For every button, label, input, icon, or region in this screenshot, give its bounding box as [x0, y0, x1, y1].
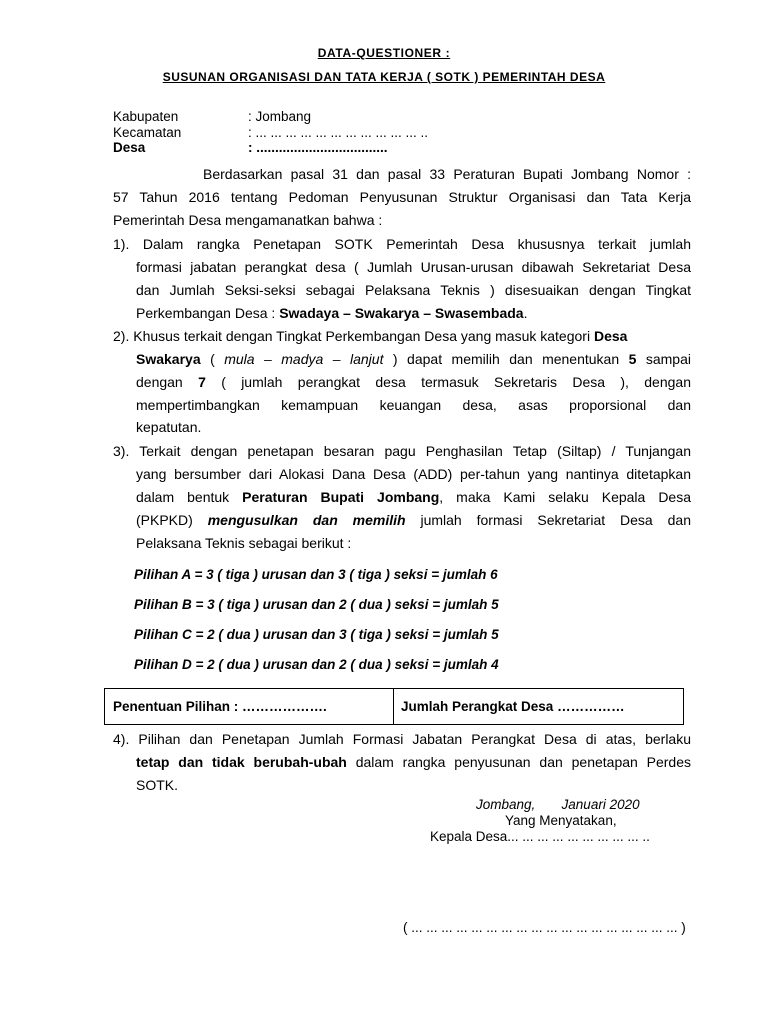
point3-line-2: yang bersumber dari Alokasi Dana Desa (ADD) per-tahun yang nantinya ditetapkan: [136, 466, 691, 482]
point1-line-4-text: Perkembangan Desa :: [136, 305, 280, 321]
point2-line-2-b: ) dapat memilih dan menentukan: [383, 351, 629, 367]
point4-line-1: 4). Pilihan dan Penetapan Jumlah Formasi Jabatan Perangkat Desa di atas, berlaku: [113, 731, 691, 747]
point2-line-3: [136, 374, 691, 390]
intro-line-3: Pemerintah Desa mengamanatkan bahwa :: [113, 212, 383, 228]
document-title: DATA-QUESTIONER :: [317, 46, 451, 60]
min-count: 5: [628, 351, 637, 367]
village-head-label: Kepala Desa... ... ... ... ... ... ... ... ... ..: [430, 829, 650, 844]
point3-line-4-a: (PKPKD): [136, 512, 208, 528]
propose-choose: mengusulkan dan memilih: [207, 512, 406, 528]
point1-line-4: [136, 305, 527, 321]
point3-line-5: Pelaksana Teknis sebagai berikut :: [136, 535, 352, 551]
value-kabupaten: : Jombang: [248, 109, 312, 124]
label-kabupaten: Kabupaten: [113, 109, 179, 124]
point3-line-3-a: dalam bentuk: [136, 489, 243, 505]
declarant-label: Yang Menyatakan,: [505, 813, 617, 828]
label-kecamatan: Kecamatan: [113, 125, 182, 140]
point2-line-2-c: sampai: [636, 351, 691, 367]
max-count: 7: [198, 374, 206, 390]
intro-line-2: 57 Tahun 2016 tentang Pedoman Penyusunan Struktur Organisasi dan Tata Kerja: [113, 189, 691, 205]
choice-field[interactable]: Penentuan Pilihan : ……………….: [113, 699, 327, 714]
point2-line-4: mempertimbangkan kemampuan keuangan desa, asas proporsional dan: [136, 397, 691, 413]
document-subtitle: SUSUNAN ORGANISASI DAN TATA KERJA ( SOTK ) PEMERINTAH DESA: [162, 70, 606, 84]
point3-line-3-b: , maka Kami selaku Kepala Desa: [439, 489, 691, 505]
option-a: Pilihan A = 3 ( tiga ) urusan dan 3 ( tiga ) seksi = jumlah 6: [134, 567, 498, 582]
signature-name-blank[interactable]: ( ... ... ... ... ... ... ... ... ... ... ... ... ... ... ... ... ... ... ): [403, 920, 686, 935]
value-kecamatan: : ... ... ... ... ... ... ... ... ... ... ... ..: [248, 125, 429, 140]
point1-line-3: dan Jumlah Seksi-seksi sebagai Pelaksana Teknis ) disesuaikan dengan Tingkat: [136, 282, 691, 298]
label-desa: Desa: [113, 140, 146, 155]
point4-line-2: [136, 754, 691, 770]
point3-line-1: 3). Terkait dengan penetapan besaran pagu Penghasilan Tetap (Siltap) / Tunjangan: [113, 443, 691, 459]
place-date: Jombang, Januari 2020: [476, 797, 640, 812]
swakarya-stages: mula – madya – lanjut: [224, 351, 384, 367]
point2-line-3-a: dengan: [136, 374, 199, 390]
point2-line-2-a: (: [200, 351, 225, 367]
option-c: Pilihan C = 2 ( dua ) urusan dan 3 ( tiga ) seksi = jumlah 5: [134, 627, 499, 642]
option-d: Pilihan D = 2 ( dua ) urusan dan 2 ( dua ) seksi = jumlah 4: [134, 657, 499, 672]
point1-line-4-end: .: [523, 305, 528, 321]
fixed-terms: tetap dan tidak berubah-ubah: [136, 754, 347, 770]
swakarya-label: Swakarya: [136, 351, 201, 367]
point3-line-4-b: jumlah formasi Sekretariat Desa dan: [405, 512, 691, 528]
point2-line-1-bold: Desa: [593, 328, 628, 344]
point2-line-2: [136, 351, 691, 367]
point1-line-2: formasi jabatan perangkat desa ( Jumlah Urusan-urusan dibawah Sekretariat Desa: [136, 259, 691, 275]
value-desa: : ...................................: [248, 140, 388, 155]
selection-table: [104, 688, 684, 725]
point2-line-5: kepatutan.: [136, 419, 202, 435]
regulation-name: Peraturan Bupati Jombang: [242, 489, 440, 505]
point1-line-1: 1). Dalam rangka Penetapan SOTK Pemerintah Desa khususnya terkait jumlah: [113, 236, 691, 252]
point3-line-4: [136, 512, 691, 528]
intro-line-1: Berdasarkan pasal 31 dan pasal 33 Peraturan Bupati Jombang Nomor :: [203, 166, 691, 182]
point2-line-1-text: 2). Khusus terkait dengan Tingkat Perkembangan Desa yang masuk kategori: [113, 328, 594, 344]
point2-line-3-b: ( jumlah perangkat desa termasuk Sekretaris Desa ), dengan: [205, 374, 691, 390]
staff-count-field[interactable]: Jumlah Perangkat Desa ……………: [401, 699, 625, 714]
option-b: Pilihan B = 3 ( tiga ) urusan dan 2 ( dua ) seksi = jumlah 5: [134, 597, 499, 612]
point2-line-1: [113, 328, 691, 344]
point4-line-3: SOTK.: [136, 777, 179, 793]
point3-line-3: [136, 489, 691, 505]
development-levels: Swadaya – Swakarya – Swasembada: [279, 305, 524, 321]
point4-line-2-b: dalam rangka penyusunan dan penetapan Perdes: [346, 754, 691, 770]
